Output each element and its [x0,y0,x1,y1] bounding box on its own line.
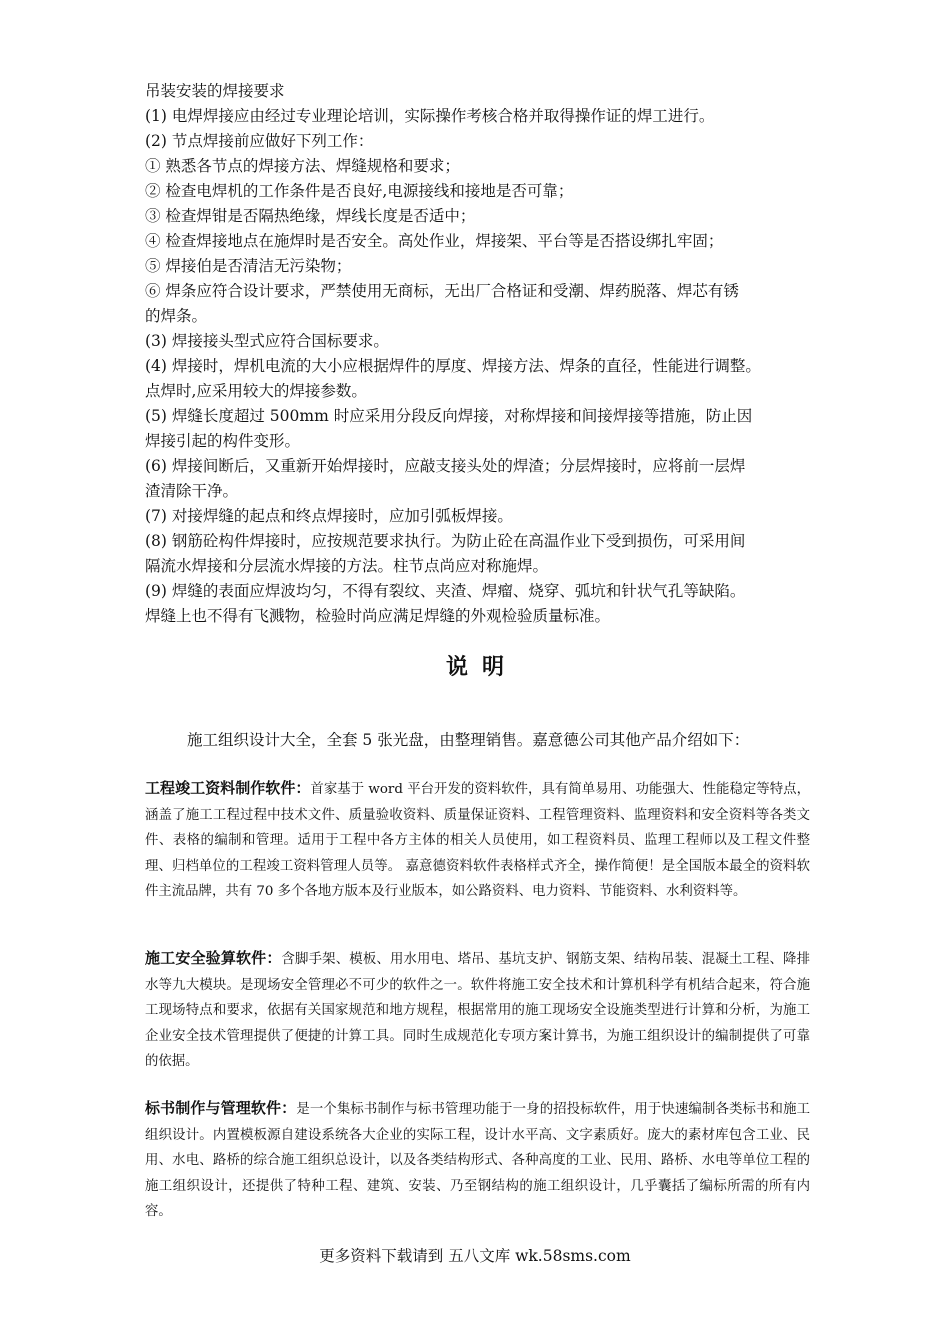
text-line: (8) 钢筋砼构件焊接时，应按规范要求执行。为防止砼在高温作业下受到损伤，可采用间 [145,532,746,550]
text-line: 渣清除干净。 [145,482,239,500]
text-line: 焊接引起的构件变形。 [145,432,301,450]
text-line: (3) 焊接接头型式应符合国标要求。 [145,332,389,350]
product-desc: 首家基于 word 平台开发的资料软件，具有简单易用、功能强大、性能稳定等特点，涵盖了施工工程过程中技术文件、质量验收资料、质量保证资料、工程管理资料、监理资料和安全资料等各类文件、表格的编制和管理。适用于工程中各方主体的相关人员使用，如工程资料员、监理工程师以及工程文件整理、归档单位的工程竣工资料管理人员等。 嘉意德资料软件表格样式齐全，操作简便！是全国版本最全的资料软件主流品牌，共有 70 多个各地方版本及行业版本，如公路资料、电力资料、节能资料、水利资料等。 [145,782,810,899]
intro-text: 施工组织设计大全，全套 5 张光盘，由整理销售。嘉意德公司其他产品介绍如下： [187,731,750,749]
product-paragraph [145,946,810,1075]
text-line: (2) 节点焊接前应做好下列工作： [145,132,374,150]
text-line: (7) 对接焊缝的起点和终点焊接时，应加引弧板焊接。 [145,507,513,525]
text-line: (5) 焊缝长度超过 500mm 时应采用分段反向焊接，对称焊接和间接焊接等措施，防止因 [145,407,753,425]
footer-link[interactable]: 更多资料下载请到 五八文库 wk.58sms.com [319,1247,631,1265]
product-name: 施工安全验算软件： [145,949,282,967]
section-title: 说明 [445,654,518,680]
product-desc: 是一个集标书制作与标书管理功能于一身的招投标软件，用于快速编制各类标书和施工组织设计。内置模板源自建设系统各大企业的实际工程，设计水平高、文字素质好。庞大的素材库包含工业、民用、水电、路桥的综合施工组织总设计，以及各类结构形式、各种高度的工业、民用、路桥、水电等单位工程的施工组织设计，还提供了特种工程、建筑、安装、乃至钢结构的施工组织设计，几乎囊括了编标所需的所有内容。 [145,1102,810,1219]
text-line: 隔流水焊接和分层流水焊接的方法。柱节点尚应对称施焊。 [145,557,549,575]
text-line: 吊装安装的焊接要求 [145,82,285,100]
text-line: ⑥ 焊条应符合设计要求，严禁使用无商标，无出厂合格证和受潮、焊药脱落、焊芯有锈 [145,282,739,300]
text-line: ① 熟悉各节点的焊接方法、焊缝规格和要求； [145,157,460,175]
text-line: 的焊条。 [145,307,208,325]
text-line: 点焊时,应采用较大的焊接参数。 [145,382,367,400]
text-line: ③ 检查焊钳是否隔热绝缘，焊线长度是否适中； [145,207,476,225]
text-line: (9) 焊缝的表面应焊波均匀，不得有裂纹、夹渣、焊瘤、烧穿、弧坑和针状气孔等缺陷。 [145,582,746,600]
text-line: (6) 焊接间断后，又重新开始焊接时，应敲支接头处的焊渣；分层焊接时，应将前一层焊 [145,457,746,475]
text-line: (1) 电焊焊接应由经过专业理论培训，实际操作考核合格并取得操作证的焊工进行。 [145,107,715,125]
product-paragraph [145,1096,810,1225]
product-name: 标书制作与管理软件： [145,1099,297,1117]
product-paragraph [145,776,810,905]
text-line: ⑤ 焊接伯是否清洁无污染物； [145,257,352,275]
product-desc: 含脚手架、模板、用水用电、塔吊、基坑支护、钢筋支架、结构吊装、混凝土工程、降排水等九大模块。是现场安全管理必不可少的软件之一。软件将施工安全技术和计算机科学有机结合起来，符合施工现场特点和要求，依据有关国家规范和地方规程，根据常用的施工现场安全设施类型进行计算和分析，为施工企业安全技术管理提供了便捷的计算工具。同时生成规范化专项方案计算书，为施工组织设计的编制提供了可靠的依据。 [145,952,810,1069]
text-line: 焊缝上也不得有飞溅物，检验时尚应满足焊缝的外观检验质量标准。 [145,607,611,625]
product-name: 工程竣工资料制作软件： [145,779,311,797]
text-line: (4) 焊接时，焊机电流的大小应根据焊件的厚度、焊接方法、焊条的直径，性能进行调整。 [145,357,761,375]
text-line: ④ 检查焊接地点在施焊时是否安全。高处作业，焊接架、平台等是否搭设绑扎牢固； [145,232,724,250]
text-line: ② 检查电焊机的工作条件是否良好,电源接线和接地是否可靠； [145,182,574,200]
